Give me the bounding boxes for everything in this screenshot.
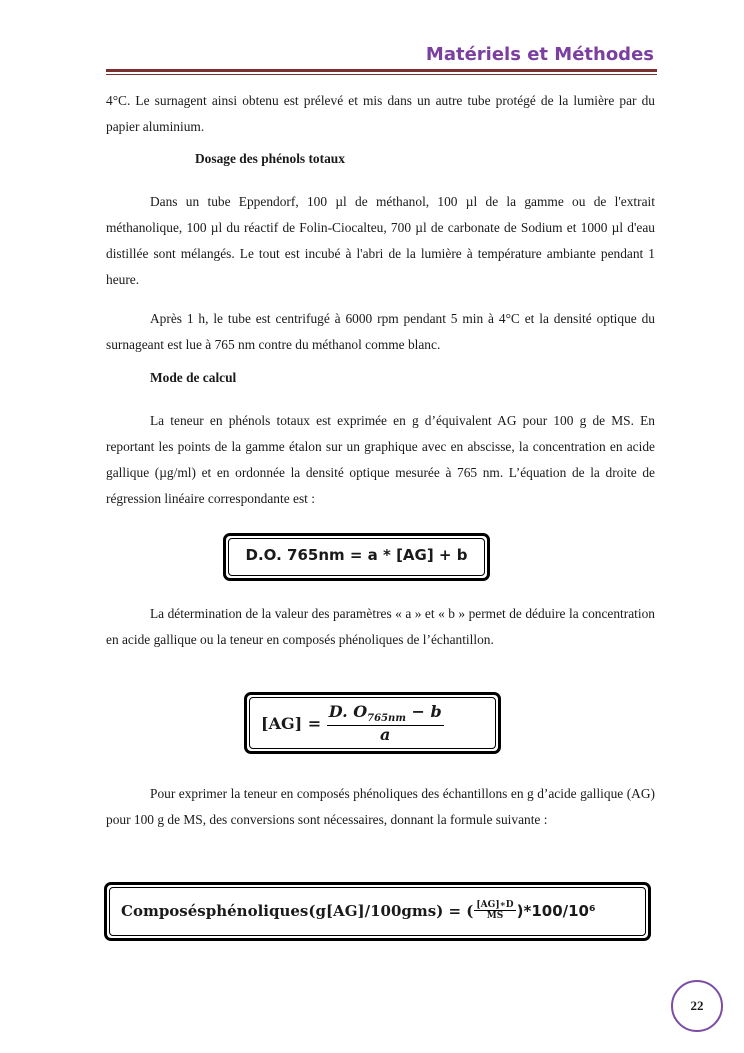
paragraph-parameters: La détermination de la valeur des paramètres « a » et « b » permet de déduire la concentration en acide gallique ou la teneur en composés phénoliques de l’échantillon. (106, 606, 655, 647)
equation-phenolic (121, 900, 596, 922)
header-rule-thick (106, 69, 657, 72)
equation-box-phenolic (104, 882, 651, 941)
fraction-numerator: [AG]∗D (476, 900, 514, 910)
equation-lhs: [AG] = (261, 714, 322, 734)
equation-tail: )*100/10⁶ (516, 901, 596, 920)
numerator-main: D. O (328, 702, 368, 721)
paragraph-protocol: Dans un tube Eppendorf, 100 µl de méthanol, 100 µl de la gamme ou de l'extrait méthanolique, 100 µl du réactif de Folin-Ciocalteu, 700 µl de carbonate de Sodium et 1000 µl d'eau distillée sont mélangés. Le tout est incubé à l'abri de la lumière à température ambiante pendant 1 heure. (106, 194, 655, 287)
equation-small-fraction (474, 900, 515, 922)
section-heading-dosage: Dosage des phénols totaux (195, 151, 345, 166)
numerator-tail: − b (405, 702, 442, 721)
paragraph-conversion: Pour exprimer la teneur en composés phénoliques des échantillons en g d’acide gallique (AG) pour 100 g de MS, des conversions sont nécessaires, donnant la formule suivante : (106, 786, 655, 827)
equation-regression: D.O. 765nm = a * [AG] + b (245, 546, 468, 564)
equation-fraction (327, 703, 444, 744)
fraction-numerator (327, 703, 444, 726)
running-header-title: Matériels et Méthodes (425, 44, 654, 65)
paragraph-centrifugation: Après 1 h, le tube est centrifugé à 6000 rpm pendant 5 min à 4°C et la densité optique du surnageant est lue à 765 nm contre du méthanol comme blanc. (106, 311, 655, 352)
page-number: 22 (690, 998, 704, 1013)
fraction-denominator: a (380, 724, 391, 744)
equation-concentration (261, 703, 444, 744)
equation-lhs: Composésphénoliques(g[AG]/100gms) = ( (121, 901, 474, 920)
paragraph-regression: La teneur en phénols totaux est exprimée en g d’équivalent AG pour 100 g de MS. En reportant les points de la gamme étalon sur un graphique avec en abscisse, la concentration en acide gallique (µg/ml) et en ordonnée la densité optique mesurée à 765 nm. L’équation de la droite de régression linéaire correspondante est : (106, 413, 655, 506)
fraction-denominator: MS (486, 911, 504, 922)
section-heading-calcul: Mode de calcul (150, 370, 237, 385)
equation-box-regression (223, 533, 490, 581)
equation-box-concentration (244, 692, 501, 754)
numerator-subscript: 765nm (367, 713, 406, 725)
header-rule-thin (106, 74, 657, 75)
page-number-badge (671, 980, 723, 1032)
paragraph-continuation: 4°C. Le surnagent ainsi obtenu est prélevé et mis dans un autre tube protégé de la lumière par du papier aluminium. (106, 93, 655, 134)
